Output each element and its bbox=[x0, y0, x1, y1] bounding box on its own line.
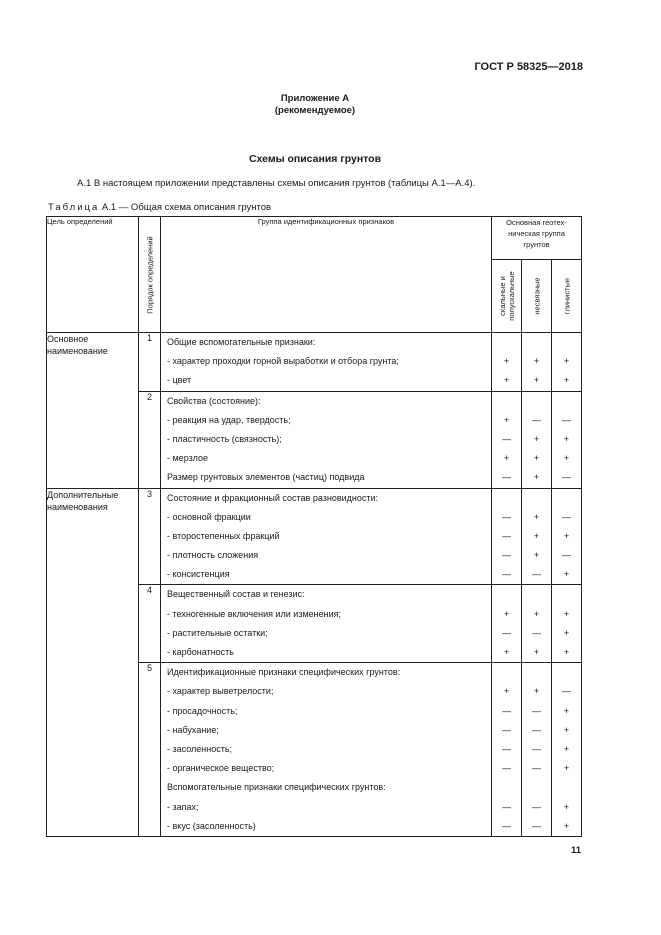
goal-cell: Основное наименование bbox=[47, 333, 139, 489]
mark-symbol: + bbox=[563, 433, 570, 444]
mark-symbol: — bbox=[562, 686, 571, 697]
mark-symbol: + bbox=[533, 472, 540, 483]
mark-symbol: + bbox=[503, 375, 510, 386]
order-cell: 2 bbox=[139, 391, 161, 488]
mark-symbol bbox=[552, 778, 581, 797]
mark-symbol: — bbox=[502, 433, 511, 444]
mark-symbol: + bbox=[563, 724, 570, 735]
feature-text: Размер грунтовых элементов (частиц) подвида bbox=[167, 472, 365, 483]
mark-symbol bbox=[552, 333, 581, 352]
feature-text: - техногенные включения или изменения; bbox=[167, 608, 341, 619]
appendix-title bbox=[0, 93, 630, 117]
mark-cell bbox=[552, 333, 582, 392]
mark-symbol: — bbox=[532, 820, 541, 831]
mark-symbol: — bbox=[502, 705, 511, 716]
soil-description-table bbox=[46, 216, 582, 837]
mark-symbol: — bbox=[532, 569, 541, 580]
appendix-label: Приложение А bbox=[280, 93, 350, 104]
feature-text: - второстепенных фракций bbox=[167, 530, 280, 541]
feature-text: - вкус (засоленность) bbox=[167, 820, 256, 831]
intro-paragraph: А.1 В настоящем приложении представлены схемы описания грунтов (таблицы А.1—А.4). bbox=[77, 178, 476, 189]
mark-cell bbox=[522, 585, 552, 663]
mark-symbol: + bbox=[563, 530, 570, 541]
mark-symbol: + bbox=[503, 453, 510, 464]
table-row bbox=[47, 488, 582, 585]
mark-cell bbox=[552, 488, 582, 585]
mark-symbol bbox=[492, 663, 521, 682]
feature-text: - набухание; bbox=[167, 724, 219, 735]
feature-text: - характер проходки горной выработки и отбора грунта; bbox=[167, 356, 399, 367]
feature-text: Состояние и фракционный состав разновидности: bbox=[167, 492, 379, 503]
order-cell: 3 bbox=[139, 488, 161, 585]
feature-text: - характер выветрелости; bbox=[167, 686, 274, 697]
mark-symbol: — bbox=[532, 724, 541, 735]
mark-symbol: + bbox=[533, 530, 540, 541]
feature-text: - реакция на удар, твердость; bbox=[167, 414, 291, 425]
mark-cell bbox=[492, 488, 522, 585]
mark-cell bbox=[552, 663, 582, 837]
mark-symbol: + bbox=[533, 453, 540, 464]
table-row bbox=[47, 333, 582, 392]
mark-cell bbox=[552, 391, 582, 488]
order-cell: 5 bbox=[139, 663, 161, 837]
mark-cell bbox=[522, 391, 552, 488]
mark-symbol: + bbox=[563, 627, 570, 638]
mark-symbol: + bbox=[533, 433, 540, 444]
mark-symbol: + bbox=[533, 550, 540, 561]
feature-text: - просадочность; bbox=[167, 705, 238, 716]
section-title: Схемы описания грунтов bbox=[248, 153, 382, 165]
feature-text: - консистенция bbox=[167, 569, 230, 580]
mark-symbol bbox=[492, 585, 521, 604]
mark-symbol: + bbox=[563, 608, 570, 619]
header-rocky: скальные и полускальные bbox=[492, 260, 522, 333]
mark-symbol: + bbox=[503, 686, 510, 697]
mark-symbol bbox=[492, 392, 521, 411]
mark-symbol: — bbox=[502, 820, 511, 831]
mark-symbol: — bbox=[502, 743, 511, 754]
mark-symbol: — bbox=[562, 472, 571, 483]
mark-symbol bbox=[522, 333, 551, 352]
mark-cell bbox=[492, 585, 522, 663]
mark-symbol: — bbox=[562, 550, 571, 561]
feature-text: - плотность сложения bbox=[167, 550, 259, 561]
mark-symbol: + bbox=[563, 820, 570, 831]
mark-symbol: + bbox=[563, 705, 570, 716]
mark-symbol: + bbox=[503, 414, 510, 425]
mark-symbol: + bbox=[533, 375, 540, 386]
mark-symbol: + bbox=[563, 569, 570, 580]
mark-symbol: — bbox=[532, 627, 541, 638]
mark-symbol bbox=[522, 778, 551, 797]
feature-cell bbox=[161, 663, 492, 837]
mark-symbol: + bbox=[563, 801, 570, 812]
mark-symbol: + bbox=[503, 356, 510, 367]
mark-symbol: — bbox=[502, 511, 511, 522]
mark-symbol: — bbox=[502, 763, 511, 774]
mark-symbol: + bbox=[563, 763, 570, 774]
feature-text: Вспомогательные признаки специфических грунтов: bbox=[167, 782, 386, 793]
feature-cell bbox=[161, 488, 492, 585]
mark-symbol: — bbox=[532, 705, 541, 716]
goal-cell: Дополнительные наименования bbox=[47, 488, 139, 836]
mark-symbol bbox=[492, 489, 521, 508]
header-clayey: глинистые bbox=[552, 260, 582, 333]
feature-text: - мерзлое bbox=[167, 453, 208, 464]
mark-cell bbox=[522, 663, 552, 837]
mark-symbol: + bbox=[563, 375, 570, 386]
mark-symbol: + bbox=[533, 686, 540, 697]
mark-cell bbox=[492, 663, 522, 837]
mark-symbol bbox=[522, 392, 551, 411]
mark-symbol bbox=[552, 585, 581, 604]
page-number: 11 bbox=[570, 845, 581, 856]
table-caption-text: А.1 — Общая схема описания грунтов bbox=[101, 202, 272, 213]
mark-cell bbox=[552, 585, 582, 663]
mark-symbol: — bbox=[502, 724, 511, 735]
feature-cell bbox=[161, 333, 492, 392]
feature-text: - засоленность; bbox=[167, 743, 233, 754]
feature-text: - пластичность (связность); bbox=[167, 433, 282, 444]
mark-symbol: + bbox=[563, 453, 570, 464]
feature-text: - запах; bbox=[167, 801, 199, 812]
mark-symbol: + bbox=[533, 608, 540, 619]
header-order: Порядок определений bbox=[139, 217, 161, 333]
mark-symbol: + bbox=[563, 743, 570, 754]
feature-text: Свойства (состояние): bbox=[167, 395, 261, 406]
mark-symbol: — bbox=[502, 530, 511, 541]
mark-symbol bbox=[492, 778, 521, 797]
feature-text: Идентификационные признаки специфических грунтов: bbox=[167, 667, 401, 678]
mark-symbol: — bbox=[562, 511, 571, 522]
mark-symbol bbox=[552, 392, 581, 411]
mark-symbol bbox=[522, 489, 551, 508]
mark-symbol: — bbox=[532, 414, 541, 425]
feature-text: - основной фракции bbox=[167, 511, 251, 522]
mark-symbol: — bbox=[502, 627, 511, 638]
mark-symbol: + bbox=[533, 356, 540, 367]
mark-symbol bbox=[552, 489, 581, 508]
table-caption-label: Таблица bbox=[48, 202, 100, 213]
appendix-subtitle: (рекомендуемое) bbox=[274, 105, 356, 116]
feature-text: - растительные остатки; bbox=[167, 627, 268, 638]
feature-text: - органическое вещество; bbox=[167, 763, 275, 774]
mark-symbol: — bbox=[502, 550, 511, 561]
mark-cell bbox=[492, 391, 522, 488]
header-main-group: Основная геотех- ническая группа грунтов bbox=[492, 217, 582, 260]
mark-cell bbox=[492, 333, 522, 392]
feature-text: - цвет bbox=[167, 375, 192, 386]
feature-text: - карбонатность bbox=[167, 647, 234, 657]
mark-symbol: + bbox=[533, 647, 540, 657]
mark-cell bbox=[522, 333, 552, 392]
feature-text: Вещественный состав и генезис: bbox=[167, 589, 305, 600]
feature-text: Общие вспомогательные признаки: bbox=[167, 337, 316, 347]
mark-symbol bbox=[492, 333, 521, 352]
mark-cell bbox=[522, 488, 552, 585]
mark-symbol: — bbox=[532, 801, 541, 812]
mark-symbol bbox=[552, 663, 581, 682]
header-group: Группа идентификационных признаков bbox=[161, 217, 492, 333]
mark-symbol: + bbox=[503, 608, 510, 619]
order-cell: 1 bbox=[139, 333, 161, 392]
mark-symbol: + bbox=[563, 647, 570, 657]
mark-symbol: — bbox=[532, 763, 541, 774]
mark-symbol: + bbox=[563, 356, 570, 367]
table-caption bbox=[48, 202, 271, 213]
mark-symbol bbox=[522, 585, 551, 604]
mark-symbol: + bbox=[533, 511, 540, 522]
table-body bbox=[47, 333, 582, 837]
mark-symbol: + bbox=[503, 647, 510, 657]
mark-symbol: — bbox=[502, 472, 511, 483]
feature-cell bbox=[161, 585, 492, 663]
feature-cell bbox=[161, 391, 492, 488]
header-goal: Цель определений bbox=[47, 217, 139, 333]
mark-symbol bbox=[522, 663, 551, 682]
mark-symbol: — bbox=[532, 743, 541, 754]
mark-symbol: — bbox=[502, 801, 511, 812]
header-noncohesive: несвязные bbox=[522, 260, 552, 333]
standard-code: ГОСТ Р 58325—2018 bbox=[474, 61, 583, 73]
mark-symbol: — bbox=[502, 569, 511, 580]
order-cell: 4 bbox=[139, 585, 161, 663]
mark-symbol: — bbox=[562, 414, 571, 425]
